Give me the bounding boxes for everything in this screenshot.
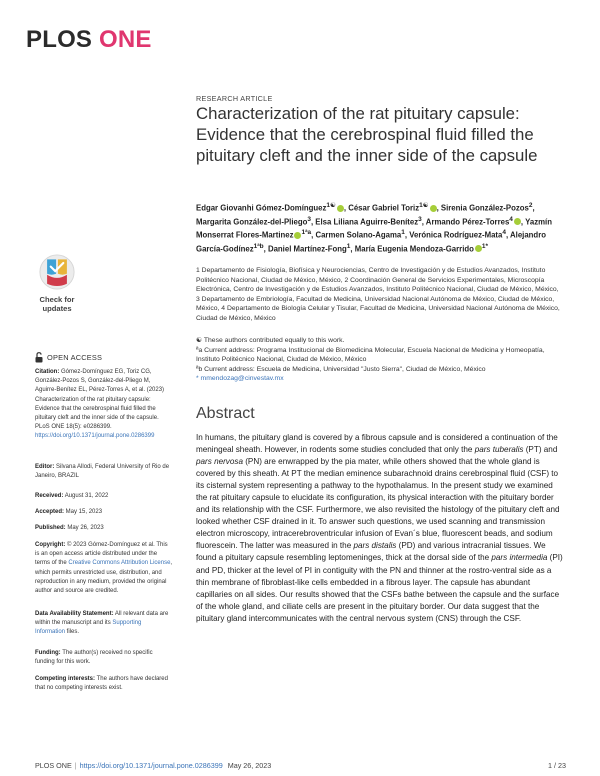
copyright-block — [35, 541, 173, 596]
abstract-heading: Abstract — [196, 405, 255, 422]
author-name[interactable]: , Elsa Liliana Aguirre-Benítez — [310, 217, 419, 227]
abstract-text: (PD) and various intracranial tissues. We found a pituitary capsule resembling leptomeninges, thick at the dorsal side of the — [196, 541, 546, 563]
check-for-updates-button[interactable] — [35, 254, 79, 313]
page-number: 1 / 23 — [548, 761, 566, 770]
author-name[interactable]: , Verónica Rodríguez-Mata — [404, 230, 503, 240]
equal-contribution-note: ☯ These authors contributed equally to this work. — [196, 337, 345, 344]
logo-text-plos: PLOS — [26, 26, 100, 53]
received-label: Received: — [35, 493, 64, 499]
funding-label: Funding: — [35, 650, 61, 656]
author-affil: 3 — [307, 215, 311, 223]
author-name[interactable]: , Sirenia González-Pozos — [436, 203, 529, 213]
citation-label: Citation: — [35, 369, 60, 375]
abstract-italic: pars intermedia — [491, 553, 548, 563]
citation-block — [35, 368, 173, 442]
author-name[interactable]: , María Eugenia Mendoza-Garrido — [350, 244, 474, 254]
abstract-text: In humans, the pituitary gland is covered by a fibrous capsule and is considered a continuation of the meningeal sheath. However, in rodents some studies concluded that only the — [196, 433, 558, 455]
author-affil: 1 — [346, 242, 351, 250]
data-availability-label: Data Availability Statement: — [35, 611, 114, 617]
supporting-info-link[interactable]: Supporting Information — [35, 620, 142, 636]
current-address-b: ªb Current address: Escuela de Medicina, Universidad "Justo Sierra", Ciudad de México, México — [196, 365, 486, 373]
affiliations: 1 Departamento de Fisiología, Biofísica y Neurociencias, Centro de Investigación y de Estudios Avanzados, Instituto Politécnico Nacional, Ciudad de México, México, 2 Coordinación General de Servicios Experimentales, Microscopía Electrónica, Centro de Investigación y de Estudios Avanzados, Instituto Politécnico Nacional, Ciudad de México, México, 3 Departamento de Embriología, Facultad de Medicina, Universidad Nacional Autónoma de México, Ciudad de México, México, 4 Departamento de Biología Celular y Tisular, Facultad de Medicina, Universidad Nacional Autónoma de México, Ciudad de México, México — [196, 267, 560, 322]
editor-text: Silvana Allodi, Federal University of Rio de Janeiro, BRAZIL — [35, 464, 170, 480]
page-footer: PLOS ONE | https://doi.org/10.1371/journal.pone.0286399 May 26, 2023 1 / 23 — [35, 761, 566, 770]
author-name[interactable]: , Alejandro García-Godínez — [196, 230, 546, 254]
copyright-text: , which permits unrestricted use, distribution, and reproduction in any medium, provided the original author and source are credited. — [35, 560, 173, 595]
crossmark-line2: updates — [42, 303, 72, 313]
orcid-icon[interactable] — [430, 205, 437, 212]
funding-text: The author(s) received no specific funding for this work. — [35, 650, 153, 666]
abstract-text: (PN) are enwrapped by the pia mater, while others showed that the whole gland is covered by this sheath. At PT the median eminence subarachnoid drains cerebrospinal fluid (CSF) to its cisternal system representing a pathway to the hypothalamus. In the present study we examined the rat pituitary capsule to elucidate its configuration, its physical interaction with the pituitary border and its relationship with the CSF. Furthermore, we also revisited the histology of the pituitary cleft and looked whether CSF drained in it. To answer such questions, we used scanning and transmission electron microscopy, intracerebroventricular infusion of Evan´s blue, fluorescent beads, and sodium fluorescein. The latter was measured in the — [196, 457, 560, 551]
citation-text: Gómez-Domínguez EG, Toriz CG, González-Pozos S, González-del-Pliego M, Aguirre-Benítez EL, Pérez-Torres A, et al. (2023) Characterization of the rat pituitary capsule: Evidence that the cerebrospinal fluid filled the pituitary cleft and the inner side of the capsule. PLoS ONE 18(5): e0286399. — [35, 369, 165, 431]
received-date: August 31, 2022 — [63, 493, 109, 499]
abstract-italic: pars nervosa — [196, 457, 243, 467]
author-name[interactable]: , Carmen Solano-Agama — [311, 230, 402, 240]
footer-date: May 26, 2023 — [227, 761, 272, 770]
journal-logo — [26, 26, 152, 54]
abstract-text: (PI) and PD, thicker at the level of PI in contiguity with the PN and thinner at the rostro-ventral side as a thin membrane of fibroblast-like cells embedded in a fibrous layer. The capsule has abundant capillaries on all sides. Our results showed that the CSFs bathe between the capsule and the surface of the whole gland, and ciliate cells are present in the pituitary border. Our data suggest that the pituitary gland intercommunicates with the central nervous system (CNS) through the CSF. — [196, 553, 563, 623]
abstract-text: (PT) and — [523, 445, 558, 455]
author-affil: 1ªb — [253, 242, 264, 250]
author-affil: 4 — [502, 229, 506, 237]
crossmark-line1: Check for — [39, 295, 75, 304]
current-address-a: ªa Current address: Programa Institucional de Biomedicina Molecular, Escuela Nacional de Medicina y Homeopatía, Instituto Politécnico Nacional, Ciudad de México, México — [196, 346, 545, 364]
editor-block — [35, 463, 173, 481]
author-name[interactable]: Edgar Giovanhi Gómez-Domínguez — [196, 203, 327, 213]
received-block — [35, 492, 173, 501]
accepted-date: May 15, 2023 — [64, 509, 103, 515]
open-access-badge — [35, 352, 102, 363]
author-affil: 1 — [401, 229, 405, 237]
license-link[interactable]: Creative Commons Attribution License — [68, 560, 171, 567]
open-access-label: OPEN ACCESS — [47, 353, 103, 362]
footer-journal: PLOS ONE — [35, 761, 72, 770]
corresponding-email[interactable]: * mmendozag@cinvestav.mx — [196, 375, 284, 383]
copyright-label: Copyright: — [35, 542, 66, 548]
author-name[interactable]: , Armando Pérez-Torres — [421, 217, 510, 227]
competing-interests-block — [35, 675, 173, 693]
orcid-icon[interactable] — [337, 205, 344, 212]
accepted-block — [35, 508, 173, 517]
author-list — [196, 200, 566, 254]
author-affil: 1* — [481, 242, 489, 250]
data-availability-text: All relevant data are within the manuscript and its — [35, 611, 169, 627]
footer-doi-link[interactable]: https://doi.org/10.1371/journal.pone.0286399 — [79, 761, 223, 770]
abstract-italic: pars tuberalis — [474, 445, 524, 455]
published-date: May 26, 2023 — [65, 525, 104, 531]
author-affil: 1ªa — [301, 229, 312, 237]
data-availability-text: files. — [65, 629, 80, 636]
accepted-label: Accepted: — [35, 509, 65, 515]
data-availability-block — [35, 610, 173, 638]
orcid-icon[interactable] — [475, 245, 482, 252]
author-affil: 3 — [418, 215, 422, 223]
competing-interests-text: The authors have declared that no competing interests exist. — [35, 676, 168, 692]
author-name[interactable]: , César Gabriel Toriz — [343, 203, 420, 213]
logo-text-one: ONE — [99, 26, 152, 53]
article-type: RESEARCH ARTICLE — [196, 94, 273, 103]
crossmark-icon — [39, 254, 75, 290]
abstract-italic: pars distalis — [353, 541, 397, 551]
author-affil: 4 — [509, 215, 513, 223]
author-name[interactable]: , Yazmín Monserrat Flores-Martinez — [196, 217, 552, 240]
author-notes — [196, 336, 564, 384]
funding-block — [35, 649, 173, 667]
citation-doi-link[interactable]: https://doi.org/10.1371/journal.pone.0286399 — [35, 433, 155, 440]
competing-interests-label: Competing interests: — [35, 676, 96, 682]
published-label: Published: — [35, 525, 66, 531]
abstract-body — [196, 432, 564, 625]
published-block — [35, 524, 173, 533]
orcid-icon[interactable] — [514, 218, 521, 225]
editor-label: Editor: — [35, 464, 55, 470]
author-name[interactable]: , Daniel Martínez-Fong — [263, 244, 347, 254]
author-affil: 1☯ — [419, 202, 429, 209]
open-lock-icon — [35, 352, 43, 363]
author-affil: 2 — [528, 202, 533, 209]
author-affil: 1☯ — [326, 202, 336, 209]
author-name[interactable]: , Margarita González-del-Pliego — [196, 203, 535, 227]
copyright-text: © 2023 Gómez-Domínguez et al. This is an open access article distributed under the terms of the — [35, 542, 168, 567]
article-title: Characterization of the rat pituitary capsule: Evidence that the cerebrospinal fluid filled the pituitary cleft and the inner side of the capsule — [196, 104, 538, 166]
